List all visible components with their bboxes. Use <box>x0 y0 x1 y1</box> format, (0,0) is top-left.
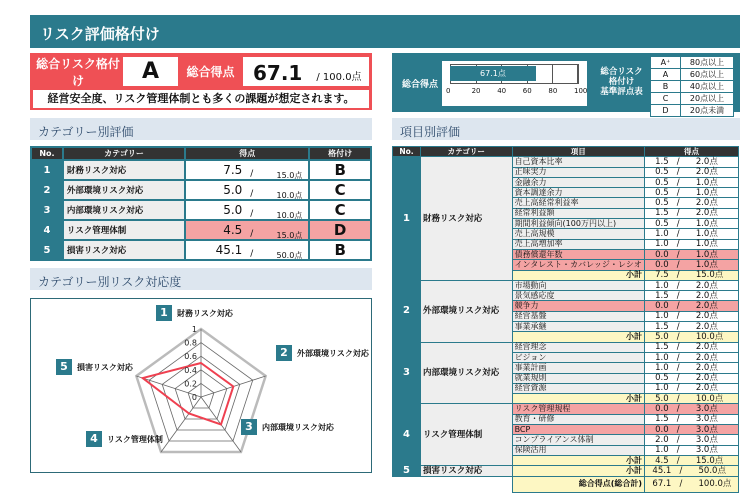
subtotal-score: 5.0 / 10.0点 <box>645 394 739 404</box>
criteria-title <box>594 67 649 97</box>
item-score: 0.5 / 1.0点 <box>645 219 739 229</box>
subtotal-label: 小計 <box>512 394 644 404</box>
score-value: 5.0 <box>223 203 243 217</box>
item-score: 1.0 / 2.0点 <box>645 363 739 373</box>
item-score: 1.0 / 3.0点 <box>645 445 739 455</box>
item-name: 経営資源 <box>512 383 644 393</box>
axis-number-badge: 5 <box>56 359 72 375</box>
axis-name: リスク管理体制 <box>107 434 163 444</box>
category-grade: D <box>309 220 371 240</box>
item-score: 1.0 / 2.0点 <box>645 352 739 362</box>
table-header: 格付け <box>309 147 371 160</box>
radar-tick-label: 0.4 <box>184 365 197 375</box>
row-number: 5 <box>31 240 63 260</box>
item-name: 就業規則 <box>512 373 644 383</box>
radar-spoke <box>161 397 201 452</box>
axis-name: 外部環境リスク対応 <box>297 348 369 358</box>
table-row <box>31 220 371 240</box>
bar-tick-label: 0 <box>446 87 451 95</box>
category-grade: B <box>309 240 371 260</box>
radar-axis-label <box>56 359 133 375</box>
criteria-row <box>651 105 734 117</box>
category-table <box>30 146 372 261</box>
table-row <box>31 240 371 260</box>
score-cell <box>185 240 309 260</box>
bar-tick-label: 80 <box>548 87 558 95</box>
radar-axis-label <box>86 431 163 447</box>
item-score: 1.5 / 2.0点 <box>645 291 739 301</box>
subtotal-label: 小計 <box>512 455 644 465</box>
bar-tick-label: 40 <box>497 87 507 95</box>
criteria-threshold: 80点以上 <box>681 57 734 69</box>
radar-tick-label: 0.6 <box>184 352 197 362</box>
criteria-table <box>650 56 734 117</box>
score-max: 15.0点 <box>276 231 303 240</box>
axis-name: 損害リスク対応 <box>77 362 133 372</box>
table-header: No. <box>393 147 421 157</box>
radar-tick-label: 1 <box>191 325 197 334</box>
subtotal-label: 小計 <box>512 332 644 342</box>
item-name: 経営理念 <box>512 342 644 352</box>
radar-tick-label: 0.2 <box>184 379 197 389</box>
item-score: 0.5 / 2.0点 <box>645 373 739 383</box>
table-row <box>393 342 739 352</box>
axis-name: 内部環境リスク対応 <box>262 422 334 432</box>
criteria-threshold: 20点以上 <box>681 93 734 105</box>
radar-axis-label <box>276 345 369 361</box>
item-name: 競争力 <box>512 301 644 311</box>
item-score: 0.0 / 2.0点 <box>645 301 739 311</box>
item-score: 0.0 / 1.0点 <box>645 260 739 270</box>
score-max: 10.0点 <box>276 191 303 200</box>
table-row <box>31 160 371 180</box>
radar-section-title: カテゴリー別リスク対応度 <box>30 268 372 290</box>
criteria-row <box>651 69 734 81</box>
table-row <box>393 157 739 167</box>
item-name: 保険活用 <box>512 445 644 455</box>
group-category: 財務リスク対応 <box>420 157 512 281</box>
item-score: 1.0 / 1.0点 <box>645 239 739 249</box>
bar-tick-label: 100 <box>574 87 588 95</box>
criteria-threshold: 40点以上 <box>681 81 734 93</box>
item-name: 事業承継 <box>512 322 644 332</box>
summary-box: 総合リスク格付け A 総合得点 67.1 / 100.0点 経営安全度、リスク管理体制とも多くの課題が想定されます。 <box>30 53 372 110</box>
item-name: 景気感応度 <box>512 291 644 301</box>
table-row <box>31 200 371 220</box>
group-number: 3 <box>393 342 421 404</box>
criteria-title-line: 総合リスク <box>600 67 643 77</box>
category-name: 外部環境リスク対応 <box>63 180 185 200</box>
table-row <box>393 280 739 290</box>
score-cell <box>185 220 309 240</box>
criteria-row <box>651 81 734 93</box>
item-name: 事業計画 <box>512 363 644 373</box>
criteria-grade: A <box>651 69 681 81</box>
item-name: 正味実力 <box>512 167 644 177</box>
item-score: 1.5 / 3.0点 <box>645 414 739 424</box>
item-score: 1.0 / 1.0点 <box>645 229 739 239</box>
group-category: 内部環境リスク対応 <box>420 342 512 404</box>
item-score: 1.5 / 2.0点 <box>645 157 739 167</box>
score-value: 45.1 <box>215 243 243 257</box>
summary-message: 経営安全度、リスク管理体制とも多くの課題が想定されます。 <box>33 90 369 108</box>
slash: / <box>250 209 254 219</box>
table-row <box>31 180 371 200</box>
item-score: 0.0 / 1.0点 <box>645 249 739 259</box>
slash: / <box>250 189 254 199</box>
score-label: 総合得点 <box>186 65 235 79</box>
category-grade: B <box>309 160 371 180</box>
item-score: 0.5 / 1.0点 <box>645 188 739 198</box>
criteria-row <box>651 57 734 69</box>
overall-max: 100.0点 <box>322 72 362 83</box>
subtotal-score: 5.0 / 10.0点 <box>645 332 739 342</box>
overall-score: 67.1 <box>253 61 303 85</box>
total-score: 67.1 / 100.0点 <box>645 476 739 492</box>
subtotal-label: 小計 <box>512 466 644 476</box>
row-number: 1 <box>31 160 63 180</box>
bar-tick-label: 60 <box>522 87 532 95</box>
criteria-threshold: 60点以上 <box>681 69 734 81</box>
bar-tick-label: 20 <box>471 87 481 95</box>
item-name: 債務償還年数 <box>512 249 644 259</box>
item-score: 0.5 / 1.0点 <box>645 177 739 187</box>
score-max: 15.0点 <box>276 171 303 180</box>
table-header: 得点 <box>645 147 739 157</box>
item-name: 経常利益額 <box>512 208 644 218</box>
item-name: インタレスト・カバレッジ・レシオ <box>512 260 644 270</box>
category-name: 財務リスク対応 <box>63 160 185 180</box>
criteria-grade: B <box>651 81 681 93</box>
axis-number-badge: 1 <box>156 305 172 321</box>
item-name: 自己資本比率 <box>512 157 644 167</box>
score-cell <box>185 160 309 180</box>
item-name: 期間利益傾向(100万円以上) <box>512 219 644 229</box>
category-grade: C <box>309 200 371 220</box>
score-bar-chart <box>442 61 587 106</box>
row-number: 4 <box>31 220 63 240</box>
score-bar: 67.1点 <box>450 66 536 81</box>
criteria-grade: C <box>651 93 681 105</box>
table-header: カテゴリー <box>420 147 512 157</box>
item-score: 1.0 / 2.0点 <box>645 280 739 290</box>
item-score: 0.0 / 3.0点 <box>645 404 739 414</box>
score-panel-label: 総合得点 <box>402 80 439 90</box>
score-value: 5.0 <box>223 183 243 197</box>
item-name: 経営基盤 <box>512 311 644 321</box>
grid-line <box>578 64 579 84</box>
group-category: リスク管理体制 <box>420 404 512 466</box>
subtotal-label: 小計 <box>512 270 644 280</box>
row-number: 3 <box>31 200 63 220</box>
category-name: 損害リスク対応 <box>63 240 185 260</box>
subtotal-score: 45.1 / 50.0点 <box>645 466 739 476</box>
item-name: 売上高規模 <box>512 229 644 239</box>
category-grade: C <box>309 180 371 200</box>
item-score: 2.0 / 3.0点 <box>645 435 739 445</box>
radar-axis-label <box>241 419 334 435</box>
axis-number-badge: 2 <box>276 345 292 361</box>
item-score: 0.0 / 3.0点 <box>645 425 739 435</box>
axis-name: 財務リスク対応 <box>177 308 233 318</box>
radar-tick-label: 0 <box>191 393 197 402</box>
score-panel <box>392 53 740 115</box>
item-name: 売上高増加率 <box>512 239 644 249</box>
item-section-title: 項目別評価 <box>392 118 740 140</box>
score-cell <box>185 180 309 200</box>
score-cell <box>185 200 309 220</box>
grade-label: 総合リスク格付け <box>36 56 120 88</box>
subtotal-score: 4.5 / 15.0点 <box>645 455 739 465</box>
group-category: 外部環境リスク対応 <box>420 280 512 342</box>
score-value: 7.5 <box>223 163 243 177</box>
axis-number-badge: 4 <box>86 431 102 447</box>
criteria-row <box>651 93 734 105</box>
score-max: 10.0点 <box>276 211 303 220</box>
item-score: 1.5 / 2.0点 <box>645 208 739 218</box>
item-score: 1.5 / 2.0点 <box>645 322 739 332</box>
item-score: 1.5 / 2.0点 <box>645 342 739 352</box>
item-score: 1.0 / 2.0点 <box>645 383 739 393</box>
criteria-grade: D <box>651 105 681 117</box>
criteria-title-line: 格付け <box>608 77 635 87</box>
score-max: 50.0点 <box>276 251 303 260</box>
item-name: BCP <box>512 425 644 435</box>
category-section-title: カテゴリー別評価 <box>30 118 372 140</box>
table-header: No. <box>31 147 63 160</box>
item-name: リスク管理規程 <box>512 404 644 414</box>
total-row <box>393 476 739 492</box>
row-number: 2 <box>31 180 63 200</box>
radar-axis-label <box>156 305 233 321</box>
radar-tick-label: 0.8 <box>184 338 197 348</box>
item-name: 売上高経常利益率 <box>512 198 644 208</box>
group-number: 1 <box>393 157 421 281</box>
slash: / <box>250 169 254 179</box>
item-name: 金融余力 <box>512 177 644 187</box>
slash: / <box>250 229 254 239</box>
axis-number-badge: 3 <box>241 419 257 435</box>
score-value: 4.5 <box>223 223 243 237</box>
criteria-grade: A⁺ <box>651 57 681 69</box>
table-header: 項目 <box>512 147 644 157</box>
criteria-title-line: 基準評点表 <box>600 87 643 97</box>
item-name: ビジョン <box>512 352 644 362</box>
table-row <box>393 404 739 414</box>
radar-chart <box>30 298 372 473</box>
table-header: カテゴリー <box>63 147 185 160</box>
subtotal-row <box>393 466 739 476</box>
page-title: リスク評価格付け <box>30 15 740 48</box>
category-name: リスク管理体制 <box>63 220 185 240</box>
subtotal-score: 7.5 / 15.0点 <box>645 270 739 280</box>
group-number: 4 <box>393 404 421 466</box>
item-name: コンプライアンス体制 <box>512 435 644 445</box>
group-number: 2 <box>393 280 421 342</box>
item-score: 0.5 / 2.0点 <box>645 167 739 177</box>
item-name: 教育・研修 <box>512 414 644 424</box>
table-header: 得点 <box>185 147 309 160</box>
category-name: 内部環境リスク対応 <box>63 200 185 220</box>
item-score: 0.5 / 2.0点 <box>645 198 739 208</box>
total-label: 総合得点(総合計) <box>512 476 644 492</box>
item-table <box>392 146 739 493</box>
criteria-threshold: 20点未満 <box>681 105 734 117</box>
item-score: 1.0 / 2.0点 <box>645 311 739 321</box>
group-category: 損害リスク対応 <box>420 466 512 476</box>
slash: / <box>250 249 254 259</box>
item-name: 資本調達余力 <box>512 188 644 198</box>
overall-grade: A <box>123 57 178 86</box>
item-name: 市場動向 <box>512 280 644 290</box>
group-number: 5 <box>393 466 421 476</box>
